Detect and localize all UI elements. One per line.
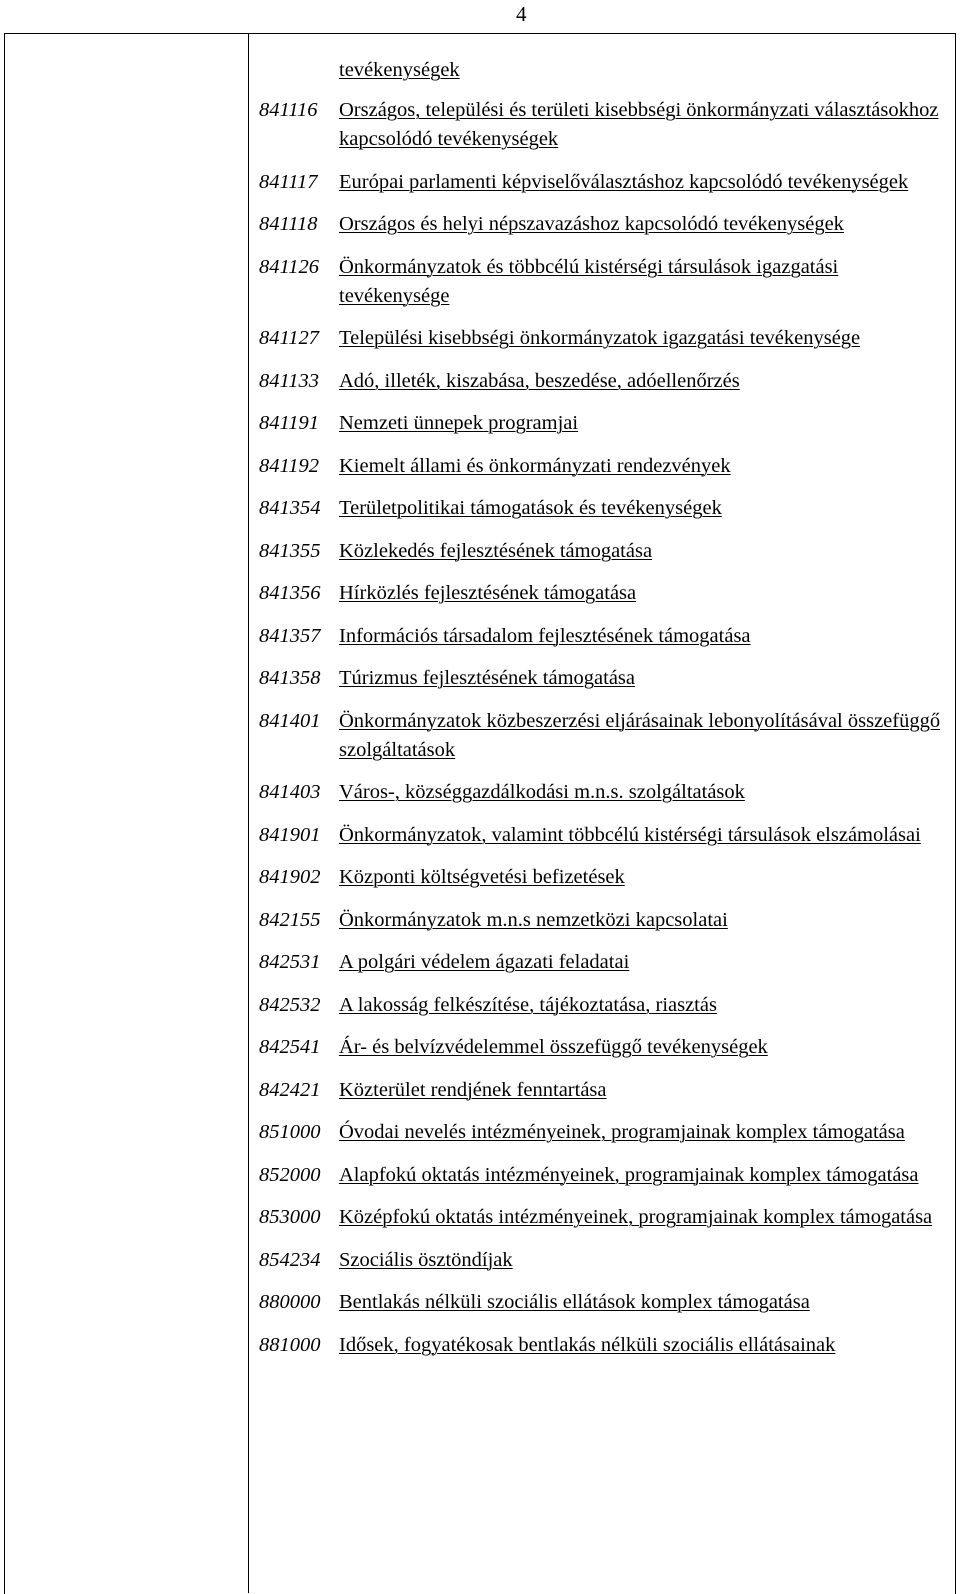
activity-description: Óvodai nevelés intézményeinek, programjainak komplex támogatása [339, 1121, 905, 1143]
list-item [259, 1331, 949, 1360]
list-item [259, 494, 949, 523]
activity-code-list [259, 56, 949, 1373]
activity-code: 842541 [259, 1036, 321, 1058]
page-number: 4 [516, 2, 527, 26]
activity-description: Közlekedés fejlesztésének támogatása [339, 539, 653, 562]
list-item [259, 324, 949, 353]
activity-code: 881000 [259, 1333, 321, 1356]
activity-description: Információs társadalom fejlesztésének támogatása [339, 624, 751, 647]
activity-description: Országos, települési és területi kisebbségi önkormányzati választásokhoz kapcsolódó tevékenységek [339, 99, 939, 150]
activity-description: Önkormányzatok m.n.s nemzetközi kapcsolatai [339, 908, 728, 931]
activity-code: 841403 [259, 781, 321, 803]
list-item [259, 664, 949, 693]
list-item [259, 253, 949, 311]
activity-description: A lakosság felkészítése, tájékoztatása, riasztás [339, 993, 717, 1016]
activity-code: 852000 [259, 1163, 321, 1186]
activity-description: Bentlakás nélküli szociális ellátások komplex támogatása [339, 1291, 810, 1313]
activity-code: 841354 [259, 497, 321, 519]
activity-description: Központi költségvetési befizetések [339, 866, 625, 888]
activity-code: 841401 [259, 709, 321, 732]
list-item [259, 622, 949, 651]
list-item [259, 863, 949, 892]
activity-description: Hírközlés fejlesztésének támogatása [339, 582, 637, 604]
list-item [259, 778, 949, 807]
column-divider [248, 33, 249, 1593]
activity-description: Európai parlamenti képviselőválasztáshoz kapcsolódó tevékenységek [339, 170, 909, 193]
list-item [259, 367, 949, 396]
list-item [259, 56, 949, 85]
activity-code: 841192 [259, 454, 319, 477]
activity-code: 841901 [259, 823, 321, 846]
list-item [259, 537, 949, 566]
activity-description: Középfokú oktatás intézményeinek, programjainak komplex támogatása [339, 1206, 933, 1228]
list-item [259, 707, 949, 765]
activity-code: 841358 [259, 667, 321, 689]
activity-code: 842531 [259, 951, 321, 973]
activity-code: 842421 [259, 1078, 321, 1101]
activity-description: Szociális ösztöndíjak [339, 1248, 513, 1271]
activity-code: 841133 [259, 369, 319, 392]
activity-code: 841127 [259, 327, 319, 349]
activity-description: Túrizmus fejlesztésének támogatása [339, 667, 635, 689]
list-item [259, 168, 949, 197]
activity-code: 841357 [259, 624, 321, 647]
list-item [259, 1118, 949, 1147]
list-item [259, 579, 949, 608]
activity-code: 841117 [259, 170, 318, 193]
list-item [259, 906, 949, 935]
activity-description: A polgári védelem ágazati feladatai [339, 951, 630, 973]
activity-description: tevékenységek [339, 59, 460, 81]
list-item [259, 1161, 949, 1190]
activity-description: Önkormányzatok közbeszerzési eljárásainak lebonyolításával összefüggő szolgáltatások [339, 709, 941, 761]
list-item [259, 991, 949, 1020]
list-item [259, 821, 949, 850]
activity-code: 841116 [259, 99, 318, 121]
activity-code: 880000 [259, 1291, 321, 1313]
activity-description: Területpolitikai támogatások és tevékenységek [339, 497, 722, 519]
list-item [259, 1203, 949, 1232]
activity-code: 841902 [259, 866, 321, 888]
list-item [259, 96, 949, 154]
activity-code: 841355 [259, 539, 321, 562]
list-item [259, 452, 949, 481]
activity-description: Alapfokú oktatás intézményeinek, programjainak komplex támogatása [339, 1163, 919, 1186]
activity-description: Közterület rendjének fenntartása [339, 1078, 607, 1101]
activity-code: 841191 [259, 412, 319, 434]
list-item [259, 1246, 949, 1275]
list-item [259, 1076, 949, 1105]
activity-code: 842532 [259, 993, 321, 1016]
activity-description: Önkormányzatok és többcélú kistérségi társulások igazgatási tevékenysége [339, 255, 839, 307]
activity-code: 853000 [259, 1206, 321, 1228]
activity-description: Idősek, fogyatékosak bentlakás nélküli szociális ellátásainak [339, 1333, 836, 1356]
activity-description: Nemzeti ünnepek programjai [339, 412, 579, 434]
activity-code: 841356 [259, 582, 321, 604]
list-item [259, 948, 949, 977]
list-item [259, 1288, 949, 1317]
activity-code: 841118 [259, 213, 318, 235]
activity-code: 854234 [259, 1248, 321, 1271]
activity-description: Országos és helyi népszavazáshoz kapcsolódó tevékenységek [339, 213, 844, 235]
activity-description: Önkormányzatok, valamint többcélú kistérségi társulások elszámolásai [339, 823, 921, 846]
list-item [259, 409, 949, 438]
activity-code: 841126 [259, 255, 319, 278]
list-item [259, 1033, 949, 1062]
activity-description: Kiemelt állami és önkormányzati rendezvények [339, 454, 731, 477]
activity-code: 851000 [259, 1121, 321, 1143]
activity-code: 842155 [259, 908, 321, 931]
activity-description: Adó, illeték, kiszabása, beszedése, adóellenőrzés [339, 369, 740, 392]
activity-description: Ár- és belvízvédelemmel összefüggő tevékenységek [339, 1036, 768, 1058]
activity-description: Települési kisebbségi önkormányzatok igazgatási tevékenysége [339, 327, 861, 349]
activity-description: Város-, községgazdálkodási m.n.s. szolgáltatások [339, 781, 745, 803]
list-item [259, 210, 949, 239]
